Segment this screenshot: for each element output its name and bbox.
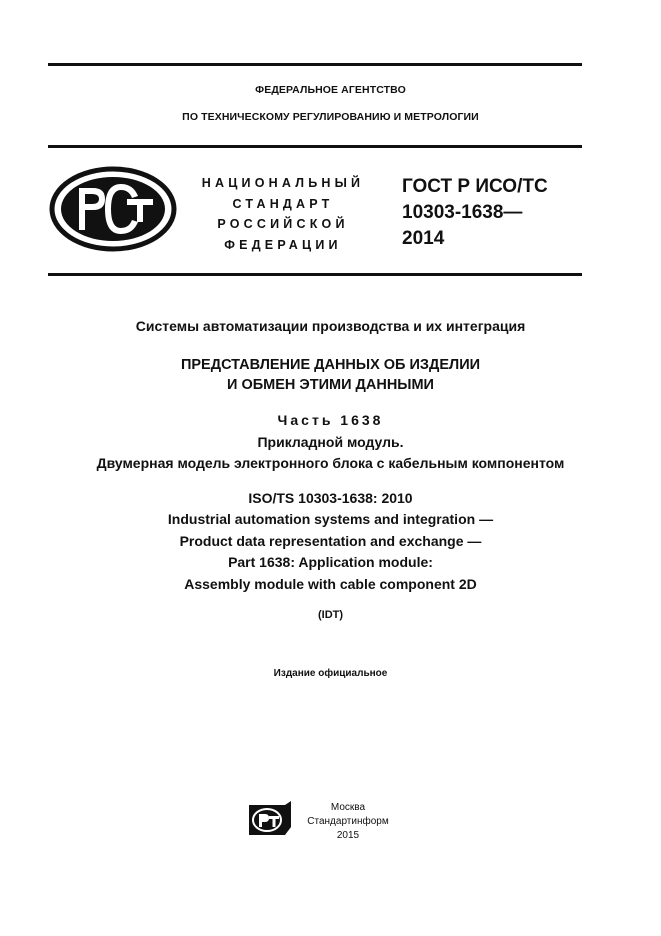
block-bottom-rule bbox=[48, 273, 582, 276]
main-title-line-2: И ОБМЕН ЭТИМИ ДАННЫМИ bbox=[227, 377, 434, 393]
english-title-line-3: Part 1638: Application module: bbox=[228, 554, 433, 570]
english-title-line-4: Assembly module with cable component 2D bbox=[184, 576, 477, 592]
agency-line-1: ФЕДЕРАЛЬНОЕ АГЕНТСТВО bbox=[255, 84, 406, 96]
designation-line-3: 2014 bbox=[402, 228, 445, 249]
national-standard-label bbox=[188, 173, 378, 255]
english-title-line-2: Product data representation and exchange — bbox=[179, 533, 482, 549]
rst-gost-logo-icon bbox=[49, 166, 177, 252]
agency-line-2: ПО ТЕХНИЧЕСКОМУ РЕГУЛИРОВАНИЮ И МЕТРОЛОГИИ bbox=[182, 111, 479, 123]
module-title-line-2: Двумерная модель электронного блока с кабельным компонентом bbox=[96, 455, 565, 471]
national-line-1: НАЦИОНАЛЬНЫЙ bbox=[201, 176, 365, 190]
part-number: Часть 1638 bbox=[277, 412, 384, 428]
national-line-3: РОССИЙСКОЙ bbox=[217, 217, 349, 231]
imprint-block bbox=[300, 801, 396, 843]
designation-line-2: 10303-1638— bbox=[402, 202, 523, 223]
imprint-publisher: Стандартинформ bbox=[307, 816, 389, 827]
idt-label: (IDT) bbox=[317, 609, 344, 621]
standartinform-logo-icon bbox=[249, 801, 291, 835]
national-line-4: ФЕДЕРАЦИИ bbox=[224, 237, 342, 252]
designation-line-1: ГОСТ Р ИСО/ТС bbox=[402, 176, 548, 197]
english-title-line-1: Industrial automation systems and integration — bbox=[167, 511, 494, 527]
standard-designation bbox=[402, 174, 548, 252]
series-title: Системы автоматизации производства и их интеграция bbox=[135, 318, 526, 334]
top-rule bbox=[48, 63, 582, 66]
main-title-line-1: ПРЕДСТАВЛЕНИЕ ДАННЫХ ОБ ИЗДЕЛИИ bbox=[180, 357, 481, 373]
iso-reference: ISO/TS 10303-1638: 2010 bbox=[248, 490, 413, 506]
edition-label: Издание официальное bbox=[273, 668, 388, 679]
national-line-2: СТАНДАРТ bbox=[232, 196, 334, 211]
module-title-line-1: Прикладной модуль. bbox=[257, 434, 404, 450]
mid-rule bbox=[48, 145, 582, 148]
imprint-city: Москва bbox=[330, 802, 366, 813]
imprint-year: 2015 bbox=[336, 830, 360, 841]
